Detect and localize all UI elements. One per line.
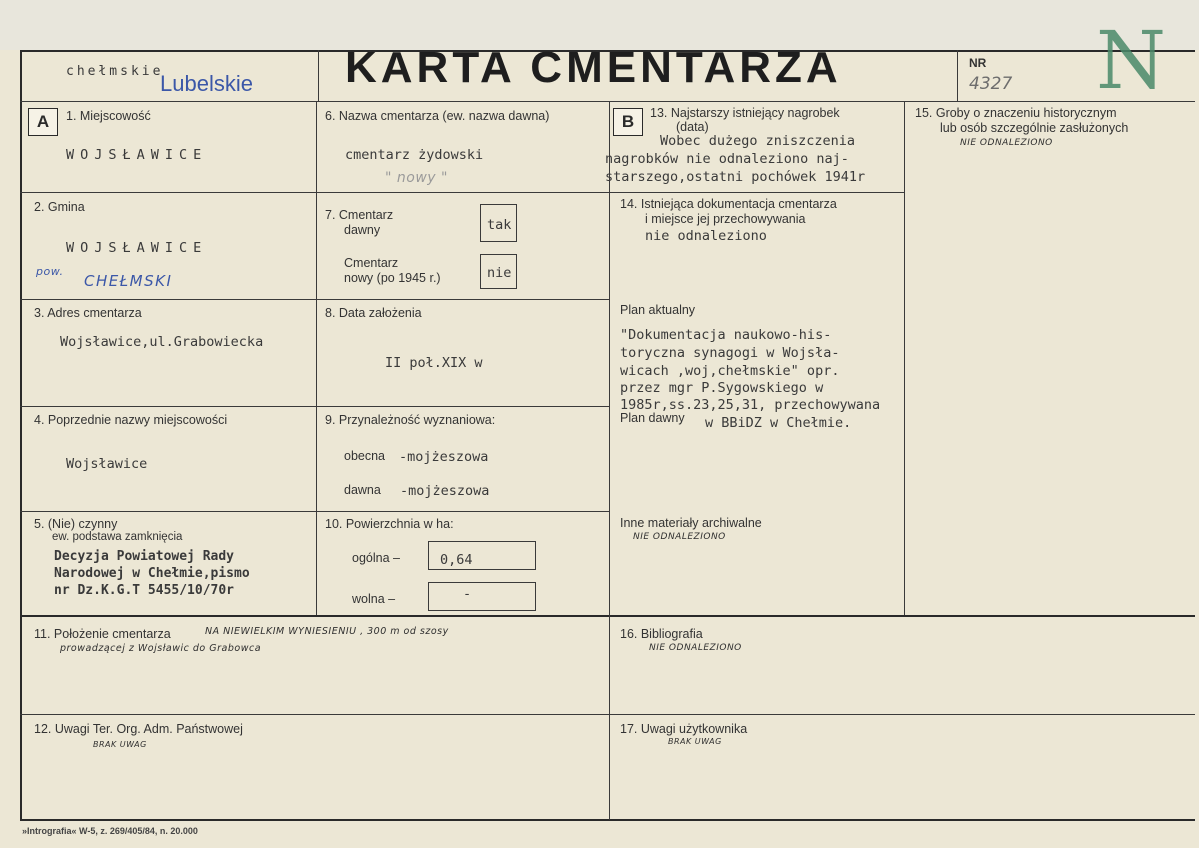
field-17-label: 17. Uwagi użytkownika [620,722,748,736]
field-14-label: 14. Istniejąca dokumentacja cmentarza [620,197,837,211]
field-14-value: nie odnaleziono [645,228,767,244]
field-1-label: 1. Miejscowość [66,109,151,123]
frame-bottom [20,819,1195,821]
section-a-badge: A [28,108,58,136]
print-imprint: »Intrografia« W-5, z. 269/405/84, n. 20.000 [22,826,198,836]
row-line-m4 [316,511,609,512]
row-line-4 [20,511,316,512]
field-4-label: 4. Poprzednie nazwy miejscowości [34,413,228,427]
field-7-box-new-value: nie [487,265,512,281]
field-9-past-label: dawna [344,483,381,497]
field-10-label: 10. Powierzchnia w ha: [325,517,454,531]
field-10-free-value: - [463,586,472,602]
col-divider-c [904,101,905,616]
lower-col-divider [609,615,610,820]
lower-row-line [20,714,1195,715]
field-9-label: 9. Przynależność wyznaniowa: [325,413,496,427]
field-3-value: Wojsławice,ul.Grabowiecka [60,334,264,350]
field-10-free-label: wolna – [352,592,396,606]
field-13-line-1: Wobec dużego zniszczenia [660,133,856,149]
field-12-hand: BRAK UWAG [93,740,147,749]
row-line-2 [20,299,316,300]
field-13-label-2: (data) [676,120,709,134]
field-2-label: 2. Gmina [34,200,85,214]
field-13-line-3: starszego,ostatni pochówek 1941r [605,169,866,185]
field-10-total-label: ogólna – [352,551,400,565]
field-2-value: WOJSŁAWICE [66,240,208,256]
voivodeship-stamp: Lubelskie [160,71,253,96]
field-7-label-old-2: dawny [344,223,381,237]
field-6-value: cmentarz żydowski [345,147,484,163]
field-14-plan-label: Plan aktualny [620,303,696,317]
field-7-label-new-2: nowy (po 1945 r.) [344,271,441,285]
field-15-label: 15. Groby o znaczeniu historycznym [915,106,1117,120]
field-14-other-label: Inne materiały archiwalne [620,516,762,530]
field-6-label: 6. Nazwa cmentarza (ew. nazwa dawna) [325,109,550,123]
field-9-past-value: -mojżeszowa [400,483,490,499]
field-11-hand-1: NA NIEWIELKIM WYNIESIENIU , 300 m od szosy [205,626,449,637]
field-2-hand-prefix: pow. [36,265,64,278]
field-14-doc-line-1: "Dokumentacja naukowo-his- [620,327,832,343]
page-title: KARTA CMENTARZA [345,43,842,92]
field-8-label: 8. Data założenia [325,306,422,320]
row-line-m1 [316,192,609,193]
field-2-hand-value: CHEŁMSKI [84,272,173,290]
field-14-doc-line-5: 1985r,ss.23,25,31, przechowywana [620,397,881,413]
field-14-doc-line-3: wicach ,woj,chełmskie" opr. [620,363,840,379]
field-15-label-2: lub osób szczególnie zasłużonych [940,121,1129,135]
row-line-3 [20,406,316,407]
field-10-total-value: 0,64 [440,552,473,568]
field-9-current-value: -mojżeszowa [399,449,489,465]
field-14-label-2: i miejsce jej przechowywania [645,212,806,226]
field-5-label: 5. (Nie) czynny [34,517,118,531]
field-14-doc-line-2: toryczna synagogi w Wojsła- [620,345,840,361]
header-bottom-line [20,101,1195,102]
stamp-letter: N [1096,14,1166,107]
field-5-label-2: ew. podstawa zamknięcia [52,531,183,543]
row-line-m2 [316,299,609,300]
field-16-label: 16. Bibliografia [620,627,703,641]
header-divider-1 [318,50,319,102]
field-15-hand: NIE ODNALEZIONO [960,138,1053,148]
field-16-hand: NIE ODNALEZIONO [649,643,742,653]
lower-section-line [20,615,1195,617]
header-divider-2 [957,50,958,102]
section-b-badge: B [613,108,643,136]
field-9-current-label: obecna [344,449,386,463]
row-line-b1 [609,192,904,193]
field-1-value: WOJSŁAWICE [66,147,208,163]
row-line-m3 [316,406,609,407]
field-12-label: 12. Uwagi Ter. Org. Adm. Państwowej [34,722,243,736]
field-17-hand: BRAK UWAG [668,737,722,746]
nr-label: NR [969,56,987,70]
row-line-1 [20,192,316,193]
voivodeship-typed: chełmskie [66,64,164,79]
field-5-line-3: nr Dz.K.G.T 5455/10/70r [54,583,235,598]
field-13-label: 13. Najstarszy istniejący nagrobek [650,106,840,120]
col-divider-a [316,101,317,616]
field-11-label: 11. Położenie cmentarza [34,627,171,641]
field-3-label: 3. Adres cmentarza [34,306,142,320]
field-14-doc-line-6: w BBiDZ w Chełmie. [705,415,852,431]
field-6-hand-note: " nowy " [385,170,448,186]
field-14-plan-old-label: Plan dawny [620,411,685,425]
nr-value: 4327 [969,74,1013,94]
field-13-line-2: nagrobków nie odnaleziono naj- [605,151,849,167]
field-7-box-old-value: tak [487,217,512,233]
field-11-hand-2: prowadzącej z Wojsławic do Grabowca [60,643,262,654]
field-5-line-1: Decyzja Powiatowej Rady [54,549,235,564]
field-4-value: Wojsławice [66,456,148,472]
field-14-other-hand: NIE ODNALEZIONO [633,532,726,542]
field-10-free-box [428,582,536,611]
field-7-label-old: 7. Cmentarz [325,208,394,222]
frame-left [20,50,22,820]
field-5-line-2: Narodowej w Chełmie,pismo [54,566,250,581]
field-8-value: II poł.XIX w [385,355,483,371]
field-7-label-new: Cmentarz [344,256,399,270]
field-14-doc-line-4: przez mgr P.Sygowskiego w [620,380,824,396]
